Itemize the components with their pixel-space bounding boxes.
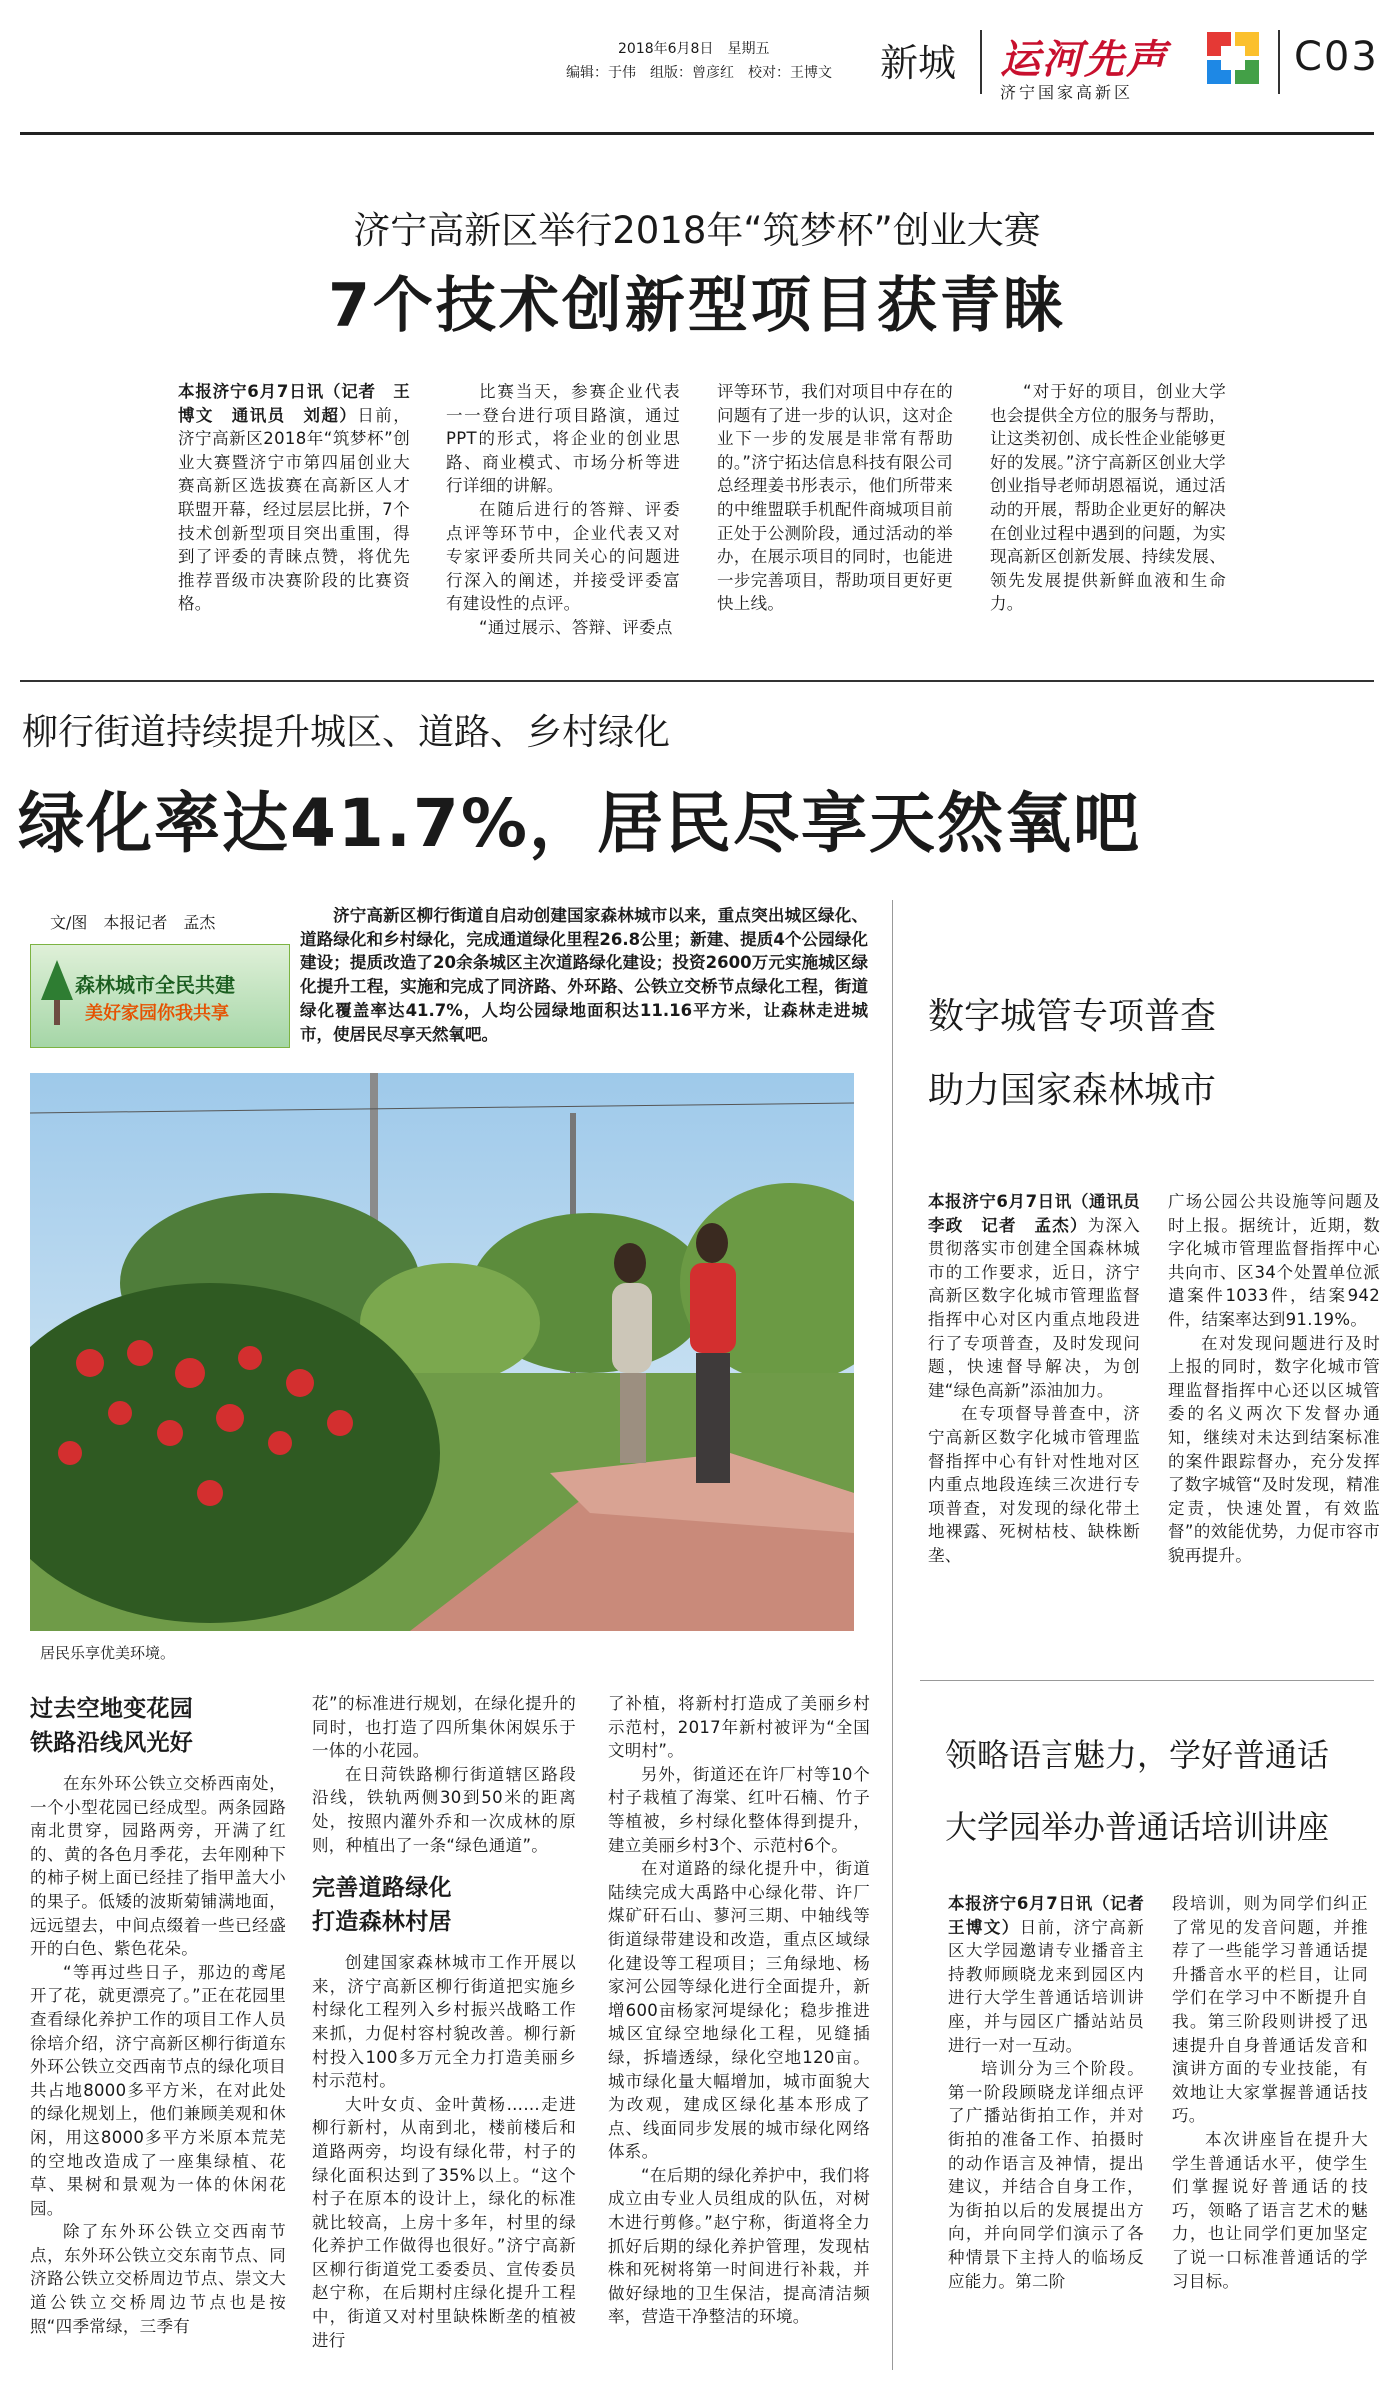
- dateline: 本报济宁6月7日讯（通讯员 李政 记者 孟杰）: [928, 1192, 1157, 1235]
- masthead-divider-2: [1278, 30, 1280, 94]
- paragraph: 评等环节，我们对项目中存在的问题有了进一步的认识，这对企业下一步的发展是非常有帮助的。”济宁拓达信息科技有限公司总经理姜书彤表示，他们所带来的中维盟联手机配件商城项目前正处于公测阶段，通过活动的举办，在展示项目的同时，也能进一步完善项目，帮助项目更好更快上线。: [717, 382, 953, 614]
- paragraph: 比赛当天，参赛企业代表一一登台进行项目路演，通过PPT的形式，将企业的创业思路、商业模式、市场分析等进行详细的讲解。: [446, 382, 680, 496]
- logo-tree-icon: [37, 955, 77, 1035]
- paragraph: 在日菏铁路柳行街道辖区路段沿线，铁轨两侧30到50米的距离处，按照内灌外乔和一次成林的原则，种植出了一条“绿色通道”。: [312, 1764, 576, 1855]
- section-name: 新城: [880, 41, 957, 85]
- article3-col1: [928, 1190, 1157, 1568]
- paragraph: 日前，济宁高新区大学园邀请专业播音主持教师顾晓龙来到园区内进行大学生普通话培训讲座，并与园区广播站站员进行一对一互动。: [948, 1917, 1144, 2055]
- article1-col3: [717, 380, 953, 616]
- subheading-1-line-2: 铁路沿线风光好: [30, 1730, 194, 1756]
- paragraph: 培训分为三个阶段。第一阶段顾晓龙详细点评了广播站街拍工作，并对街拍的准备工作、拍摄时的动作语言及神情，提出建议，并结合自身工作，为街拍以后的发展提出方向，并向同学们演示了各种情景下主持人的临场反应能力。第二阶: [948, 2059, 1144, 2291]
- paragraph: 在对道路的绿化提升中，街道陆续完成大禹路中心绿化带、许厂煤矿矸石山、蓼河三期、中轴线等街道绿带建设和改造，重点区域绿化建设等工程项目；三角绿地、杨家河公园等绿化进行全面提升，新增600亩杨家河堤绿化；稳步推进城区宜绿空地绿化工程，见缝插绿，拆墙透绿，绿化空地120亩。城市绿化量大幅增加，城市面貌大为改观，建成区绿化基本形成了点、线面同步发展的城市绿化网络体系。: [608, 1859, 870, 2162]
- headline-kicker: 济宁高新区举行2018年“筑梦杯”创业大赛: [353, 209, 1041, 252]
- paragraph: “通过展示、答辩、评委点: [479, 617, 673, 637]
- paragraph: 在东外环公铁立交桥西南处，一个小型花园已经成型。两条园路南北贯穿，园路两旁，开满了红的、黄的各色月季花，去年刚种下的柿子树上面已经挂了指甲盖大小的果子。低矮的波斯菊铺满地面，远远望去，中间点缀着一些已经盛开的白色、紫色花朵。: [30, 1774, 286, 1959]
- subheading-1-line-1: 过去空地变花园: [30, 1696, 194, 1722]
- article4-col1: [948, 1892, 1161, 2293]
- article-startup-contest: [0, 140, 1394, 700]
- masthead-divider: [980, 30, 982, 94]
- paragraph: 在专项督导普查中，济宁高新区数字化城市管理监督指挥中心有针对性地对区内重点地段连续三次进行专项普查，对发现的绿化带土地裸露、死树枯枝、缺株断垄、: [928, 1404, 1140, 1565]
- article1-col2: [446, 380, 680, 640]
- article1-col1: [178, 380, 410, 616]
- section-divider-right: [920, 1680, 1374, 1681]
- article4-col2: [1172, 1892, 1368, 2293]
- dateline: 本报济宁6月7日讯（记者 王博文）: [948, 1894, 1161, 1937]
- masthead: [0, 0, 1394, 140]
- article2-byline: 文/图 本报记者 孟杰: [50, 913, 216, 932]
- article2-headline: 绿化率达41.7%，居民尽享天然氧吧: [18, 785, 1141, 862]
- paragraph: 了补植，将新村打造成了美丽乡村示范村，2017年新村被评为“全国文明村”。: [608, 1694, 870, 1761]
- subheading-2-line-1: 完善道路绿化: [312, 1875, 452, 1902]
- paper-name: 运河先声: [1000, 36, 1168, 83]
- paragraph: “等再过些日子，那边的鸢尾开了花，就更漂亮了。”正在花园里查看绿化养护工作的项目工作人员徐培介绍，济宁高新区柳行街道东外环公铁立交西南节点的绿化项目共占地8000多平方米，在对此处的绿化规划上，他们兼顾美观和休闲，用这8000多平方米原本荒芜的空地改造成了一座集绿植、花草、果树和景观为一体的休闲花园。: [30, 1962, 286, 2218]
- editor-credits: 编辑：于伟 组版：曾彦红 校对：王博文: [566, 65, 832, 81]
- logo-line-2: 美好家园你我共享: [85, 1003, 229, 1024]
- article2-col2: [312, 1692, 576, 2352]
- paragraph: 除了东外环公铁立交西南节点，东外环公铁立交东南节点、同济路公铁立交桥周边节点、崇文大道公铁立交桥周边节点也是按照“四季常绿，三季有: [30, 2222, 286, 2336]
- subheading-2-line-2: 打造森林村居: [312, 1909, 452, 1936]
- article3-col2: [1168, 1190, 1380, 1568]
- section-divider: [20, 680, 1374, 682]
- article1-col4: [990, 380, 1226, 616]
- paragraph: 日前，济宁高新区2018年“筑梦杯”创业大赛暨济宁市第四届创业大赛高新区选拔赛在高新区人才联盟开幕，经过层层比拼，7个技术创新型项目突出重围，得到了评委的青睐点赞，将优先推荐晋级市决赛阶段的比赛资格。: [178, 405, 410, 614]
- article2-col1: [30, 1692, 286, 2338]
- logo-line-1: 森林城市全民共建: [75, 973, 235, 997]
- article4-title-line-2: 大学园举办普通话培训讲座: [945, 1808, 1330, 1846]
- paragraph: 段培训，则为同学们纠正了常见的发音问题，并推荐了一些能学习普通话提升播音水平的栏目，让同学们在学习中不断提升自我。第三阶段则讲授了迅速提升自身普通话发音和演讲方面的专业技能，有效地让大家掌握普通话技巧。: [1172, 1894, 1368, 2126]
- paragraph: 另外，街道还在许厂村等10个村子栽植了海棠、红叶石楠、竹子等植被，乡村绿化整体得到提升，建立美丽乡村3个、示范村6个。: [608, 1764, 870, 1855]
- page-number: C03: [1294, 34, 1379, 80]
- paragraph: “对于好的项目，创业大学也会提供全方位的服务与帮助，让这类初创、成长性企业能够更好的发展。”济宁高新区创业大学创业指导老师胡恩福说，通过活动的开展，帮助企业更好的解决在创业过程中遇到的问题，为实现高新区创新发展、持续发展、领先发展提供新鲜血液和生命力。: [990, 382, 1226, 614]
- article4-title-line-1: 领略语言魅力，学好普通话: [945, 1736, 1330, 1774]
- headline-main: 7个技术创新型项目获青睐: [328, 271, 1066, 341]
- article3-title-line-2: 助力国家森林城市: [928, 1070, 1217, 1111]
- paragraph: 花”的标准进行规划，在绿化提升的同时，也打造了四所集休闲娱乐于一体的小花园。: [312, 1694, 576, 1761]
- article2-kicker: 柳行街道持续提升城区、道路、乡村绿化: [22, 712, 671, 753]
- paragraph: 在对发现问题进行及时上报的同时，数字化城市管理监督指挥中心还以区城管委的名义两次下发督办通知，继续对未达到结案标准的案件跟踪督办，充分发挥了数字城管“及时发现，精准定责，快速处置，有效监督”的效能优势，力促市容市貌再提升。: [1168, 1333, 1380, 1565]
- paper-subtitle: 济宁国家高新区: [1000, 83, 1134, 102]
- logo-icon: [1205, 30, 1261, 86]
- paragraph: 在随后进行的答辩、评委点评等环节中，企业代表又对专家评委所共同关心的问题进行深入的阐述，并接受评委富有建设性的点评。: [446, 499, 680, 614]
- photo-caption: 居民乐享优美环境。: [40, 1644, 176, 1662]
- dateline: 本报济宁6月7日讯（记者 王博文 通讯员 刘超）: [178, 382, 410, 425]
- paragraph: 创建国家森林城市工作开展以来，济宁高新区柳行街道把实施乡村绿化工程列入乡村振兴战略工作来抓，力促村容村貌改善。柳行新村投入100多万元全力打造美丽乡村示范村。: [312, 1953, 576, 2091]
- header-rule: [20, 132, 1374, 135]
- article2-col3: [608, 1692, 870, 2329]
- paragraph: 大叶女贞、金叶黄杨……走进柳行新村，从南到北，楼前楼后和道路两旁，均设有绿化带，村子的绿化面积达到了35%以上。“这个村子在原本的设计上，绿化的标准就比较高，上房十多年，村里的绿化养护工作做得也很好。”济宁高新区柳行街道党工委委员、宣传委员赵宁称，在后期村庄绿化提升工程中，街道又对村里缺株断垄的植被进行: [312, 2094, 576, 2350]
- issue-date: 2018年6月8日 星期五: [618, 41, 770, 57]
- article2-summary: 济宁高新区柳行街道自启动创建国家森林城市以来，重点突出城区绿化、道路绿化和乡村绿化，完成通道绿化里程26.8公里；新建、提质4个公园绿化建设；提质改造了20余条城区主次道路绿化建设；投资2600万元实施城区绿化提升工程，实施和完成了同济路、外环路、公铁立交桥节点绿化工程，街道绿化覆盖率达41.7%，人均公园绿地面积达11.16平方米，让森林走进城市，使居民尽享天然氧吧。: [300, 906, 868, 1044]
- paragraph: 为深入贯彻落实市创建全国森林城市的工作要求，近日，济宁高新区数字化城市管理监督指挥中心对区内重点地段进行了专项普查，及时发现问题，快速督导解决，为创建“绿色高新”添油加力。: [928, 1215, 1140, 1400]
- campaign-logo: [30, 944, 290, 1048]
- paragraph: 本次讲座旨在提升大学生普通话水平，使学生们掌握说好普通话的技巧，领略了语言艺术的魅力，也让同学们更加坚定了说一口标准普通话的学习目标。: [1172, 2129, 1368, 2291]
- park-photo: [30, 1073, 854, 1631]
- article3-title-line-1: 数字城管专项普查: [928, 996, 1217, 1037]
- paragraph: “在后期的绿化养护中，我们将成立由专业人员组成的队伍，对树木进行剪修。”赵宁称，街道将全力抓好后期的绿化养护管理，发现枯株和死树将第一时间进行补栽，并做好绿地的卫生保洁，提高清洁频率，营造干净整洁的环境。: [608, 2165, 870, 2327]
- paragraph: 广场公园公共设施等问题及时上报。据统计，近期，数字化城市管理监督指挥中心共向市、区34个处置单位派遣案件1033件，结案942件，结案率达到91.19%。: [1168, 1192, 1380, 1329]
- column-divider: [892, 900, 893, 2370]
